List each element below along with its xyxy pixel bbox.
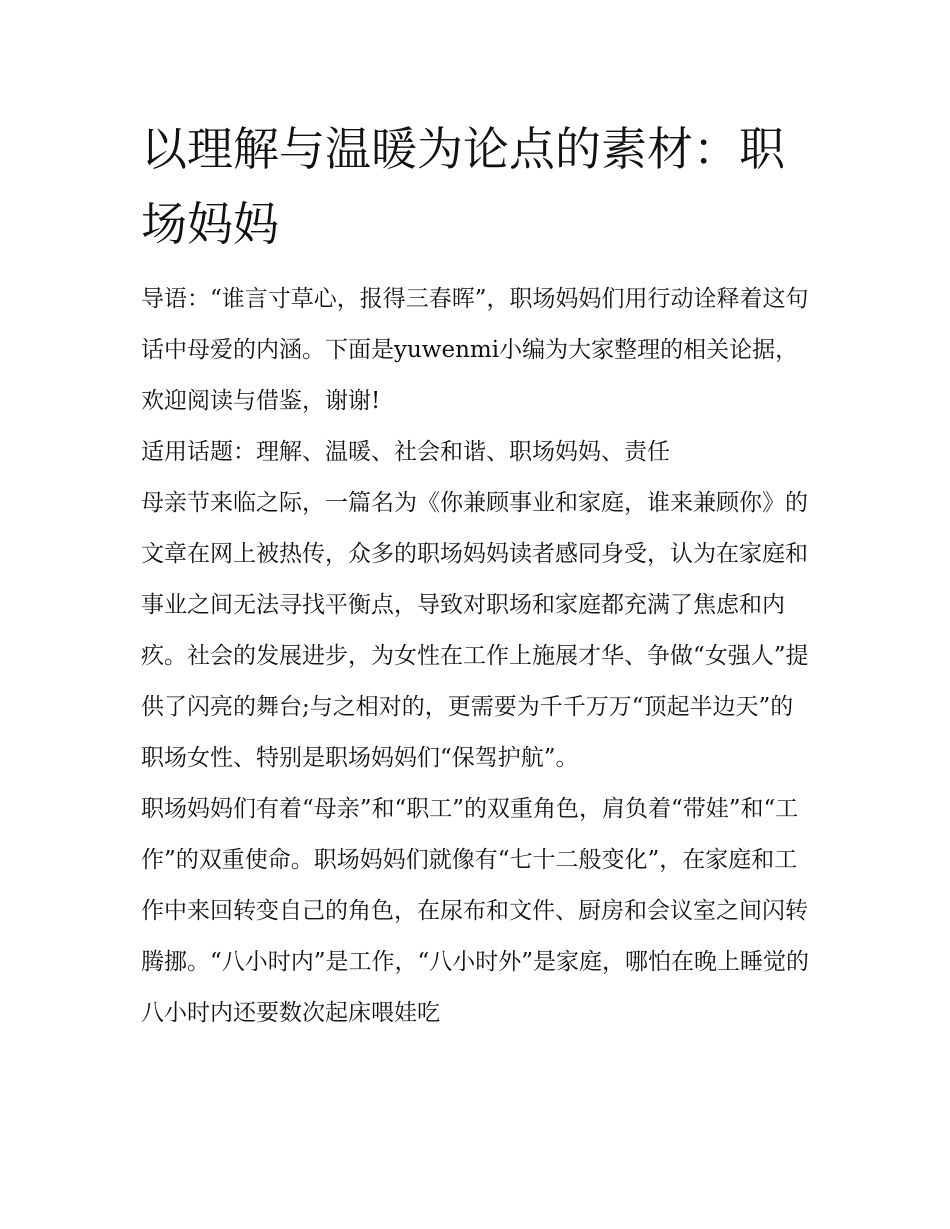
document-title: 以理解与温暖为论点的素材：职场妈妈 <box>141 122 785 251</box>
body-paragraph-2: 职场妈妈们有着“母亲”和“职工”的双重角色，肩负着“带娃”和“工作”的双重使命。职场妈妈们就像有“七十二般变化”，在家庭和工作中来回转变自己的角色，在尿布和文件、厨房和会议室之间闪转腾挪。“八小时内”是工作，“八小时外”是家庭，哪怕在晚上睡觉的八小时内还要数次起床喂娃吃 <box>141 796 810 1026</box>
topics-paragraph: 适用话题：理解、温暖、社会和谐、职场妈妈、责任 <box>141 439 670 465</box>
body-paragraph-1: 母亲节来临之际，一篇名为《你兼顾事业和家庭，谁来兼顾你》的文章在网上被热传，众多的职场妈妈读者感同身受，认为在家庭和事业之间无法寻找平衡点，导致对职场和家庭都充满了焦虑和内疚。社会的发展进步，为女性在工作上施展才华、争做“女强人”提供了闪亮的舞台;与之相对的，更需要为千千万万“顶起半边天”的职场女性、特别是职场妈妈们“保驾护航”。 <box>141 490 809 771</box>
intro-paragraph: 导语：“谁言寸草心，报得三春晖”，职场妈妈们用行动诠释着这句话中母爱的内涵。下面是yuwenmi小编为大家整理的相关论据，欢迎阅读与借鉴，谢谢! <box>141 286 809 414</box>
document-page <box>141 112 813 1039</box>
document-body <box>141 274 813 1039</box>
